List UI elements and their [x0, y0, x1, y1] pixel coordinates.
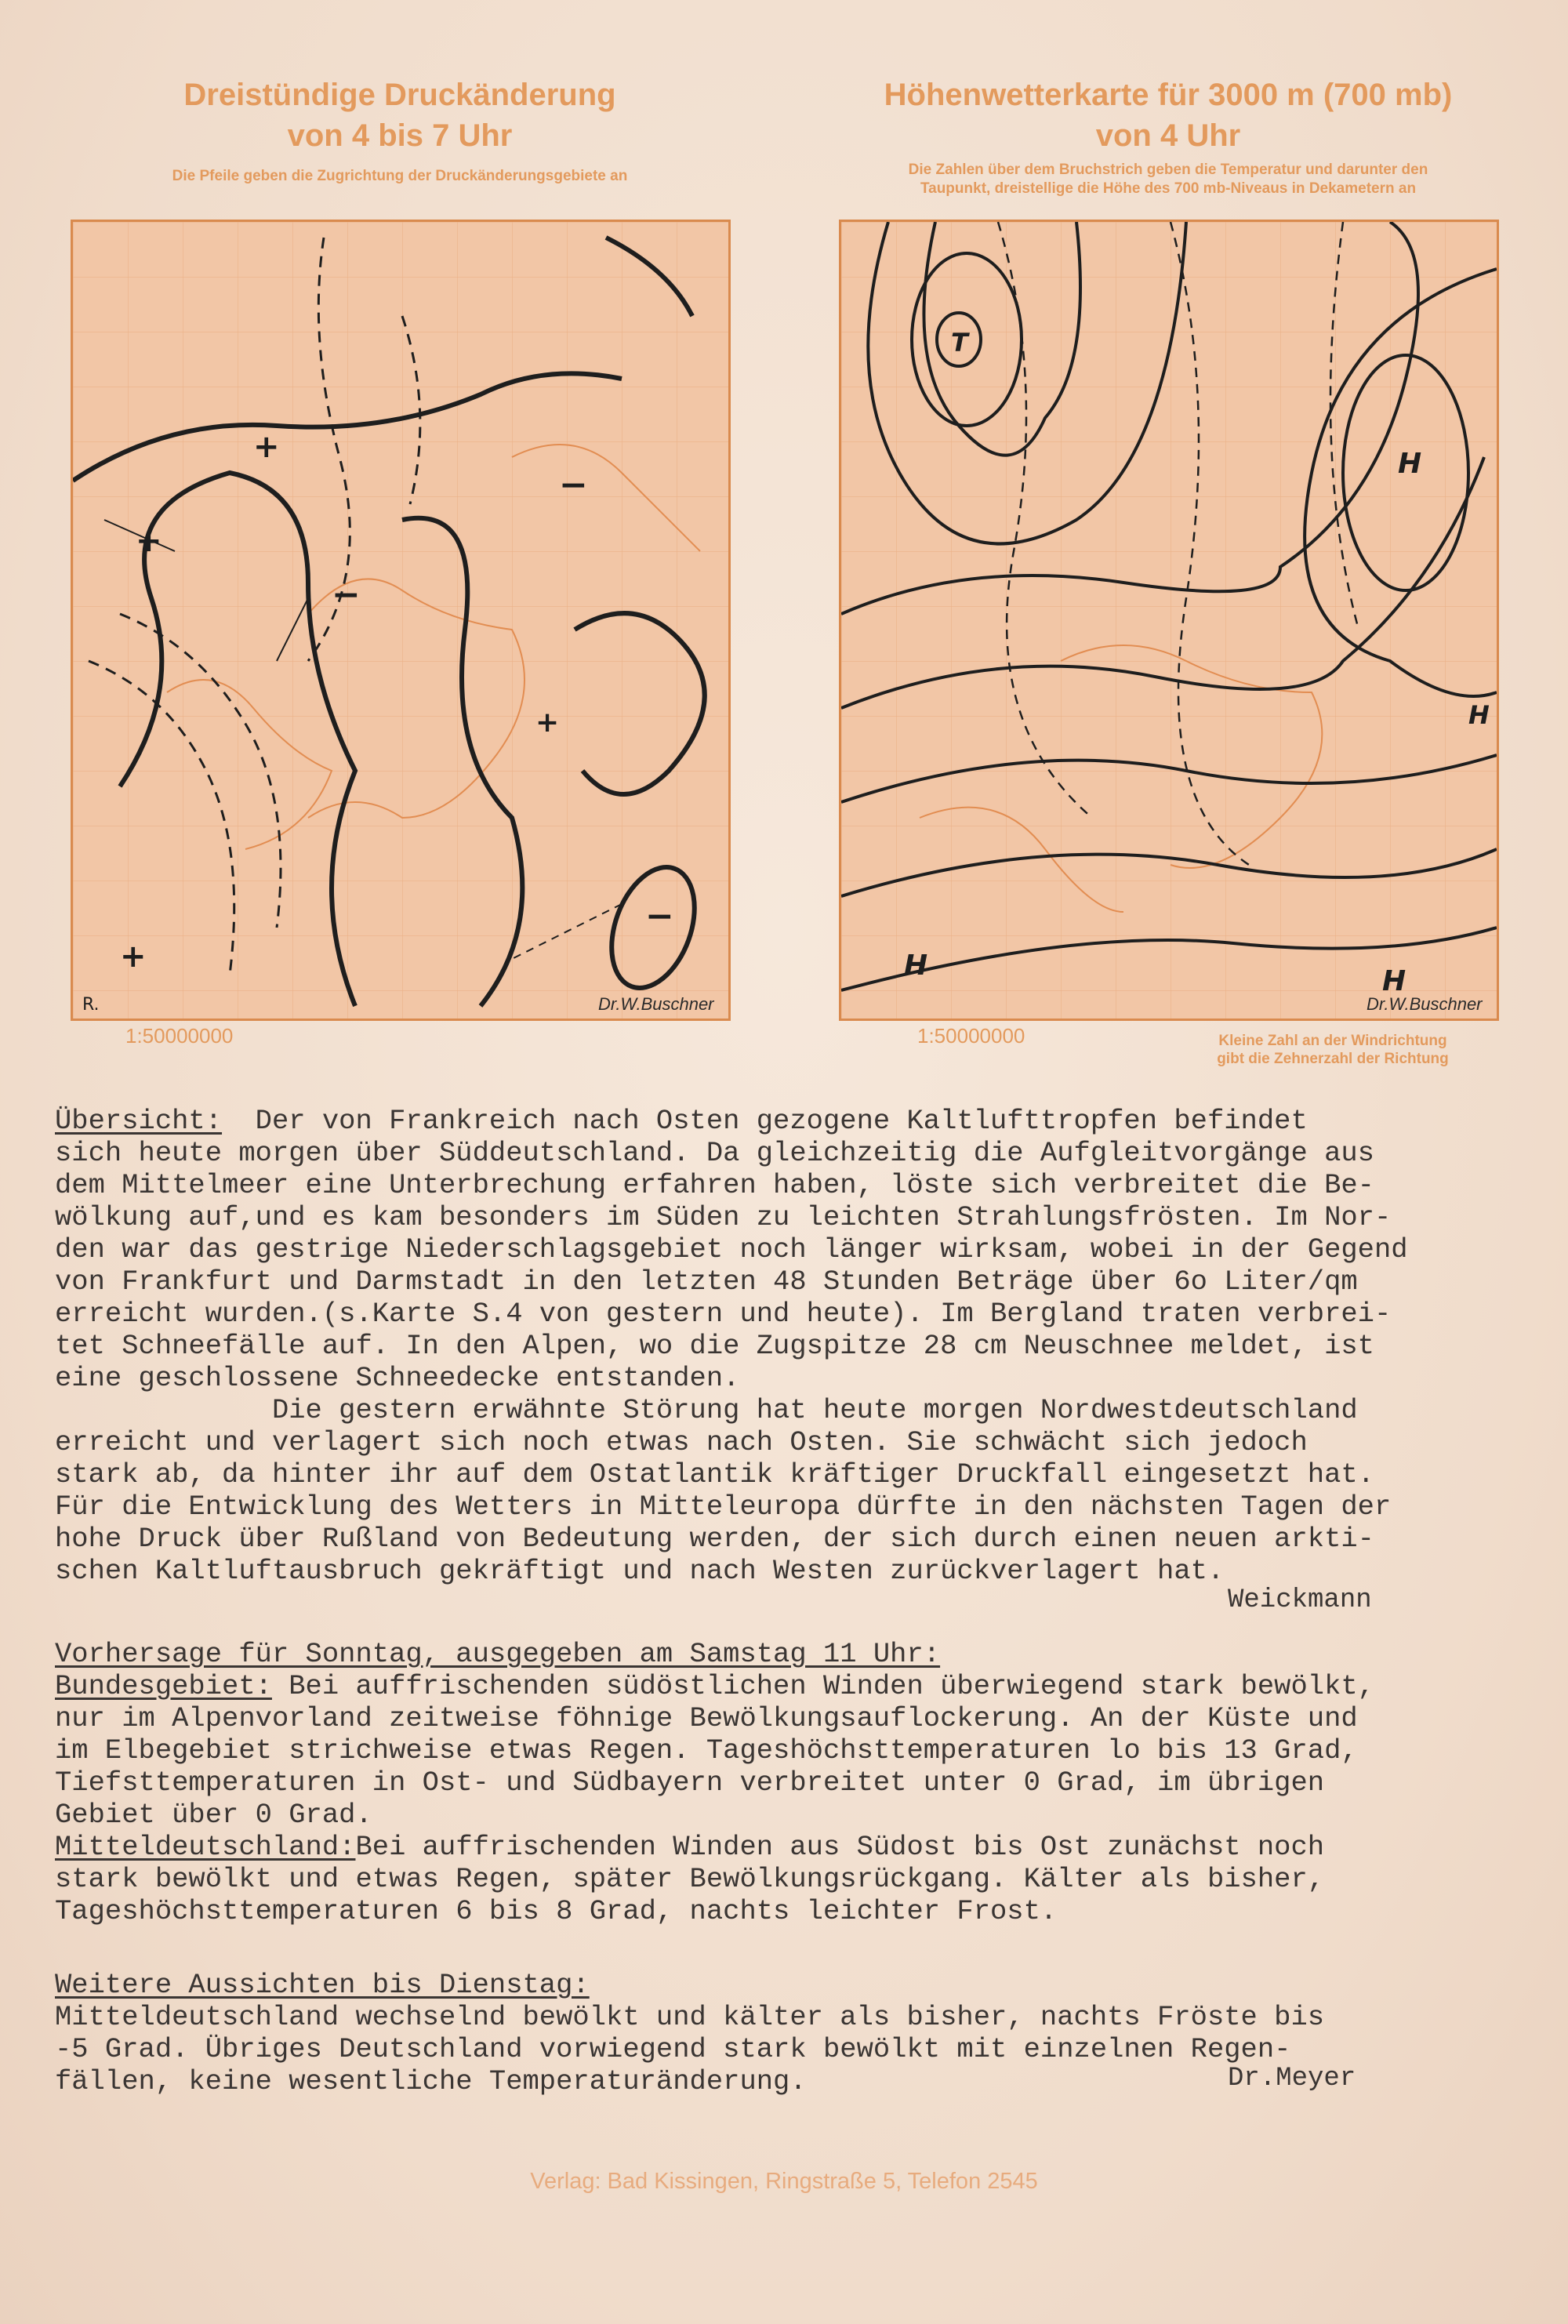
svg-text:H: H [1382, 965, 1406, 997]
text-line: stark ab, da hinter ihr auf dem Ostatlantik kräftiger Druckfall eingesetzt hat. [55, 1458, 1374, 1491]
signature-weickmann: Weickmann [1228, 1585, 1372, 1615]
text-line: erreicht und verlagert sich noch etwas nach Osten. Sie schwächt sich jedoch [55, 1426, 1308, 1458]
text-line: Mitteldeutschland wechselnd bewölkt und kälter als bisher, nachts Fröste bis [55, 2001, 1325, 2033]
forecast-text [55, 1606, 1544, 1992]
mitteldeutschland-heading: Mitteldeutschland: [55, 1831, 356, 1863]
svg-text:H: H [1468, 700, 1490, 730]
svg-text:+: + [535, 706, 560, 739]
text-line: Gebiet über 0 Grad. [55, 1799, 372, 1831]
right-map-note-1: Kleine Zahl an der Windrichtung [1218, 1033, 1447, 1049]
text-line: von Frankfurt und Darmstadt in den letzten 48 Stunden Beträge über 6o Liter/qm [55, 1265, 1358, 1298]
bundesgebiet-line-1: Bundesgebiet: Bei auffrischenden südöstlichen Winden überwiegend stark bewölkt, [55, 1670, 1374, 1702]
left-map-heading [71, 74, 729, 186]
text-line: den war das gestrige Niederschlagsgebiet noch länger wirksam, wobei in der Gegend [55, 1233, 1408, 1265]
svg-text:+: + [136, 523, 162, 559]
text-line: im Elbegebiet strichweise etwas Regen. Tageshöchsttemperaturen lo bis 13 Grad, [55, 1734, 1358, 1767]
text-line: -5 Grad. Übriges Deutschland vorwiegend stark bewölkt mit einzelnen Regen- [55, 2033, 1291, 2065]
svg-text:+: + [120, 939, 147, 975]
signature-meyer: Dr.Meyer [1228, 2064, 1356, 2093]
text-line: nur im Alpenvorland zeitweise föhnige Bewölkungsauflockerung. An der Küste und [55, 1702, 1358, 1734]
right-map-title-1: Höhenwetterkarte für 3000 m (700 mb) [884, 78, 1453, 112]
text-line: dem Mittelmeer eine Unterbrechung erfahren haben, löste sich verbreitet die Be- [55, 1169, 1374, 1201]
left-map-author: Dr.W.Buschner [598, 994, 714, 1014]
report-text [55, 1073, 1544, 1651]
pressure-change-map [71, 220, 731, 1021]
outlook-text [55, 1937, 1544, 2162]
left-map-scale: 1:50000000 [125, 1024, 234, 1048]
svg-text:H: H [904, 950, 928, 982]
right-map-note [1160, 1032, 1505, 1068]
left-map-subtitle: Die Pfeile geben die Zugrichtung der Druckänderungsgebiete an [172, 168, 628, 184]
text-line: fällen, keine wesentliche Temperaturänderung. [55, 2065, 807, 2097]
right-map-note-2: gibt die Zehnerzahl der Richtung [1217, 1051, 1449, 1067]
text-line: erreicht wurden.(s.Karte S.4 von gestern und heute). Im Bergland traten verbrei- [55, 1298, 1392, 1330]
uebersicht-line-1: Übersicht: Der von Frankreich nach Osten gezogene Kaltlufttropfen befindet [55, 1105, 1308, 1137]
text-line: hohe Druck über Rußland von Bedeutung werden, der sich durch einen neuen arkti- [55, 1523, 1374, 1555]
right-map-scale: 1:50000000 [917, 1024, 1025, 1048]
text-line: eine geschlossene Schneedecke entstanden. [55, 1362, 740, 1394]
mitteldeutschland-line-1: Mitteldeutschland:Bei auffrischenden Winden aus Südost bis Ost zunächst noch [55, 1831, 1325, 1863]
right-map-heading [831, 74, 1505, 198]
right-map-subtitle-2: Taupunkt, dreistellige die Höhe des 700 mb-Niveaus in Dekametern an [920, 180, 1417, 197]
right-map-subtitle-1: Die Zahlen über dem Bruchstrich geben die Temperatur und darunter den [908, 162, 1428, 178]
text-line: tet Schneefälle auf. In den Alpen, wo die Zugspitze 28 cm Neuschnee meldet, ist [55, 1330, 1374, 1362]
text-line: Die gestern erwähnte Störung hat heute morgen Nordwestdeutschland [55, 1394, 1358, 1426]
svg-text:H: H [1398, 448, 1422, 480]
svg-text:−: − [332, 575, 361, 615]
upper-air-map [839, 220, 1499, 1021]
text-line: schen Kaltluftausbruch gekräftigt und nach Westen zurückverlagert hat. [55, 1555, 1225, 1587]
text-line: sich heute morgen über Süddeutschland. Da gleichzeitig die Aufgleitvorgänge aus [55, 1137, 1374, 1169]
svg-text:−: − [645, 896, 674, 936]
weitere-heading: Weitere Aussichten bis Dienstag: [55, 1969, 590, 2001]
svg-text:−: − [559, 465, 588, 505]
left-map-corner-mark: R. [82, 995, 100, 1015]
text-line: Tiefsttemperaturen in Ost- und Südbayern verbreitet unter 0 Grad, im übrigen [55, 1767, 1325, 1799]
left-map-title-2: von 4 bis 7 Uhr [287, 118, 513, 153]
vorhersage-heading: Vorhersage für Sonntag, ausgegeben am Samstag 11 Uhr: [55, 1638, 941, 1670]
svg-text:T: T [951, 328, 968, 358]
uebersicht-heading: Übersicht: [55, 1105, 223, 1137]
text-line: wölkung auf,und es kam besonders im Süden zu leichten Strahlungsfrösten. Im Nor- [55, 1201, 1392, 1233]
svg-text:+: + [253, 429, 280, 465]
right-map-title-2: von 4 Uhr [1095, 118, 1241, 153]
publisher-footer: Verlag: Bad Kissingen, Ringstraße 5, Telefon 2545 [530, 2169, 1038, 2194]
text-line: stark bewölkt und etwas Regen, später Bewölkungsrückgang. Kälter als bisher, [55, 1863, 1325, 1895]
text-line: Tageshöchsttemperaturen 6 bis 8 Grad, nachts leichter Frost. [55, 1895, 1058, 1927]
text-line: Für die Entwicklung des Wetters in Mitteleuropa dürfte in den nächsten Tagen der [55, 1491, 1392, 1523]
left-map-title-1: Dreistündige Druckänderung [183, 78, 616, 112]
right-map-author: Dr.W.Buschner [1367, 994, 1483, 1014]
bundesgebiet-heading: Bundesgebiet: [55, 1670, 272, 1702]
